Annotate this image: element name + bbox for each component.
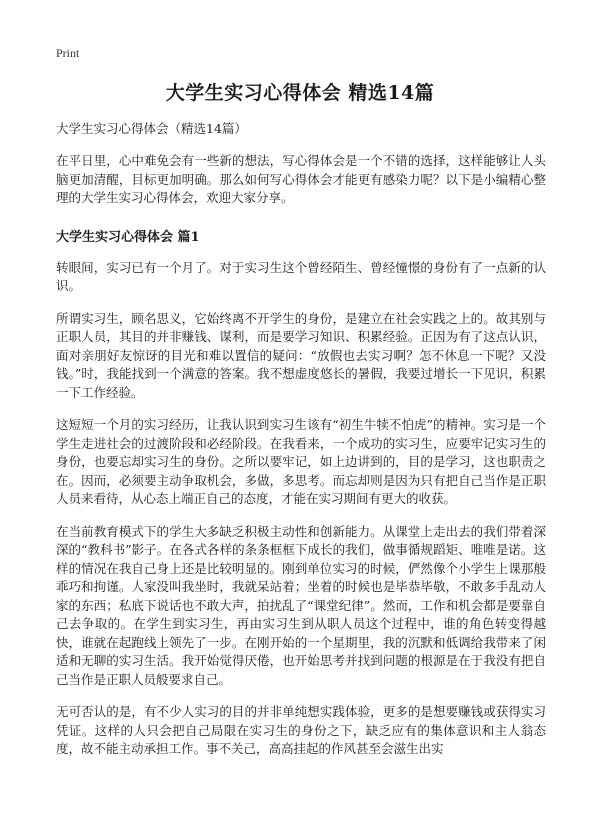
document-subtitle: 大学生实习心得体会（精选14篇） — [56, 121, 247, 136]
section-heading: 大学生实习心得体会 篇1 — [56, 229, 200, 245]
body-paragraph: 转眼间，实习已有一个月了。对于实习生这个曾经陌生、曾经憧憬的身份有了一点新的认识。 — [56, 259, 546, 293]
body-paragraph: 这短短一个月的实习经历，让我认识到实习生该有“初生牛犊不怕虎”的精神。实习是一个学生走进社会的过渡阶段和必经阶段。在我看来，一个成功的实习生，应要牢记实习生的身份，也要忘却实习生的身份。之所以要牢记，如上边讲到的，目的是学习，这也职责之在。因而，必须要主动争取机会，多做，多思考。而忘却则是因为只有把自己当作是正职人员来看待，从心态上端正自己的态度，才能在实习期间有更大的收获。 — [56, 417, 546, 506]
body-paragraph: 在当前教育模式下的学生大多缺乏积极主动性和创新能力。从课堂上走出去的我们带着深深的“教科书”影子。在各式各样的条条框框下成长的我们，做事循规蹈矩、唯唯是诺。这样的情况在我自己身上还是比较明显的。刚到单位实习的时候，俨然像个小学生上课那般乖巧和拘谨。人家没叫我坐时，我就呆站着；坐着的时候也是毕恭毕敬，不敢多手乱动人家的东西；私底下说话也不敢大声，拍扰乱了“课堂纪律”。然而，工作和机会都是要靠自己去争取的。在学生到实习生，再由实习生到从职人员这个过程中，谁的角色转变得越快，谁就在起跑线上领先了一步。在刚开始的一个星期里，我的沉默和低调给我带来了闲适和无聊的实习生活。我开始觉得厌倦，也开始思考并找到问题的根源是在于我没有把自己当作是正职人员般要求自己。 — [56, 523, 546, 687]
document-body — [56, 120, 546, 773]
print-link[interactable]: Print — [56, 46, 80, 60]
body-paragraph: 所谓实习生，顾名思义，它始终离不开学生的身份，是建立在社会实践之上的。故其别与正职人员，其目的并非赚钱、谋利，而是要学习知识、积累经验。正因为有了这点认识，面对亲朋好友惊讶的目光和难以置信的疑问：“放假也去实习啊？怎不休息一下呢？又没钱。”时，我能找到一个满意的答案。我不想虚度悠长的暑假，我要过增长一下见识，积累一下工作经验。 — [56, 310, 546, 400]
document-title: 大学生实习心得体会 精选14篇 — [165, 82, 435, 104]
intro-paragraph: 在平日里，心中难免会有一些新的想法，写心得体会是一个不错的选择，这样能够让人头脑更加清醒，目标更加明确。那么如何写心得体会才能更有感染力呢？以下是小编精心整理的大学生实习心得体会，欢迎大家分享。 — [56, 153, 546, 205]
body-paragraph: 无可否认的是，有不少人实习的目的并非单纯想实践体验，更多的是想要赚钱或获得实习凭证。这样的人只会把自己局限在实习生的身份之下，缺乏应有的集体意识和主人翁态度，故不能主动承担工作。事不关己，高高挂起的作风甚至会滋生出实 — [56, 704, 546, 756]
